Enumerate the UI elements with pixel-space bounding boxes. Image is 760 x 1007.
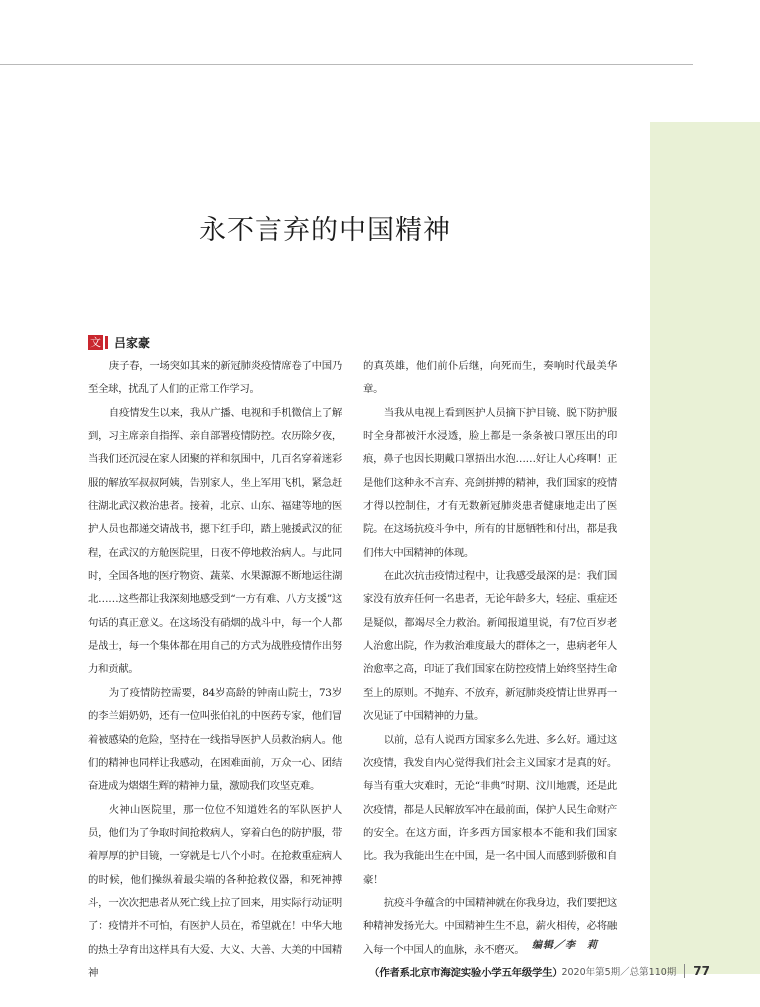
paragraph: 抗疫斗争蕴含的中国精神就在你我身边，我们要把这种精神发扬光大。中国精神生生不息，薪火相传，必将融入每一个中国人的血脉，永不磨灭。: [363, 896, 617, 956]
issue-info: 2020年第5期／总第110期: [561, 967, 677, 978]
paragraph: 以前，总有人说西方国家多么先进、多么好。通过这次疫情，我发自内心觉得我们社会主义国家才是真的好。每当有重大灾难时，无论“非典”时期、汶川地震，还是此次疫情，都是人民解放军冲在最前面，保护人民生命财产的安全。在这方面，许多西方国家根本不能和我们国家比。我为我能出生在中国，是一名中国人而感到骄傲和自豪！: [363, 733, 617, 886]
right-column: [363, 355, 617, 985]
page-footer: [561, 964, 710, 978]
byline-bar-icon: [105, 336, 108, 349]
page-number: 77: [693, 964, 710, 978]
paragraph: 火神山医院里，那一位位不知道姓名的军队医护人员，他们为了争取时间抢救病人，穿着白色的防护服，带着厚厚的护目镜，一穿就是七八个小时。在抢救重症病人的时候，他们操纵着最尖端的各种抢救仪器，和死神搏斗，一次次把患者从死亡线上拉了回来，用实际行动证明了：疫情并不可怕，有医护人员在，希望就在！中华大地的热土孕育出这样具有大爱、大义、大善、大美的中国精神: [88, 803, 342, 979]
paragraph: 庚子春，一场突如其来的新冠肺炎疫情席卷了中国乃至全球，扰乱了人们的正常工作学习。: [88, 360, 342, 396]
article-title: 永不言弃的中国精神: [199, 215, 451, 246]
paragraph: 在此次抗击疫情过程中，让我感受最深的是：我们国家没有放弃任何一名患者，无论年龄多大，轻症、重症还是疑似，都竭尽全力救治。新闻报道里说，有7位百岁老人治愈出院，作为救治难度最大的群体之一，患病老年人治愈率之高，印证了我们国家在防控疫情上始终坚持生命至上的原则。不抛弃、不放弃，新冠肺炎疫情让世界再一次见证了中国精神的力量。: [363, 570, 617, 723]
paragraph: 为了疫情防控需要，84岁高龄的钟南山院士，73岁的李兰娟奶奶，还有一位叫张伯礼的中医药专家，他们冒着被感染的危险，坚持在一线指导医护人员救治病人。他们的精神也同样让我感动，在困难面前，万众一心、团结奋进成为熠熠生辉的精神力量，激励我们攻坚克难。: [88, 686, 342, 793]
byline-tag: 文: [90, 335, 101, 349]
author-note: （作者系北京市海淀实验小学五年级学生）: [369, 966, 563, 979]
byline: [88, 334, 150, 350]
left-column: [88, 355, 342, 985]
side-color-band: [650, 122, 760, 974]
editor-credit: 编辑／李 莉: [532, 940, 598, 951]
author-name: 吕家豪: [114, 335, 151, 350]
top-rule: [0, 64, 693, 65]
paragraph-continued: 的真英雄，他们前仆后继，向死而生，奏响时代最美华章。: [363, 360, 617, 396]
paragraph: 当我从电视上看到医护人员摘下护目镜、脱下防护服时全身都被汗水浸透，脸上都是一条条被口罩压出的印痕，鼻子也因长期戴口罩捂出水泡……好让人心疼啊！正是他们这种永不言弃、亮剑拼搏的精神，我们国家的疫情才得以控制住，才有无数新冠肺炎患者健康地走出了医院。在这场抗疫斗争中，所有的甘愿牺牲和付出，都是我们伟大中国精神的体现。: [363, 406, 617, 559]
paragraph: 自疫情发生以来，我从广播、电视和手机微信上了解到，习主席亲自指挥、亲自部署疫情防控。农历除夕夜，当我们还沉浸在家人团聚的祥和氛围中，几百名穿着迷彩服的解放军叔叔阿姨，告别家人，坐上军用飞机，紧急赶往湖北武汉救治患者。接着，北京、山东、福建等地的医护人员也都递交请战书，摁下红手印，踏上驰援武汉的征程，在武汉的方舱医院里，日夜不停地救治病人。与此同时，全国各地的医疗物资、蔬菜、水果源源不断地运往湖北……这些都让我深刻地感受到“一方有难、八方支援”这句话的真正意义。在这场没有硝烟的战斗中，每一个人都是战士，每一个集体都在用自己的方式为战胜疫情作出努力和贡献。: [88, 406, 342, 676]
footer-divider: [684, 964, 685, 978]
